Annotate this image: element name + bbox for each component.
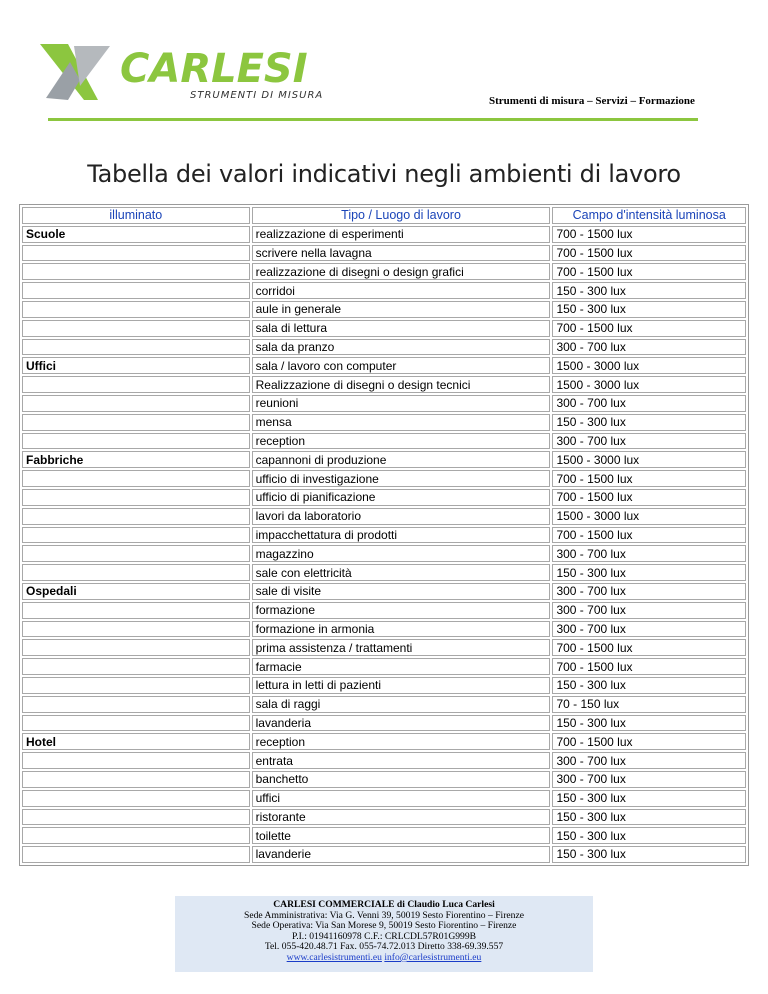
header-divider <box>48 118 698 121</box>
table-row <box>22 357 746 374</box>
table-row <box>22 470 746 487</box>
cell-lux-range: 150 - 300 lux <box>552 827 746 844</box>
cell-category <box>22 846 250 863</box>
footer-tax-ids: P.I.: 01941160978 C.F.: CRLCDL57R01G999B <box>291 930 477 942</box>
table-row <box>22 639 746 656</box>
cell-lux-range: 300 - 700 lux <box>552 602 746 619</box>
cell-lux-range: 700 - 1500 lux <box>552 658 746 675</box>
table-row <box>22 414 746 431</box>
table-row <box>22 395 746 412</box>
illumination-table <box>19 204 749 866</box>
cell-workplace: realizzazione di disegni o design grafici <box>252 263 551 280</box>
header-campo-intensita: Campo d'intensità luminosa <box>552 207 746 224</box>
cell-lux-range: 1500 - 3000 lux <box>552 357 746 374</box>
cell-workplace: formazione in armonia <box>252 621 551 638</box>
cell-lux-range: 300 - 700 lux <box>552 545 746 562</box>
table-row <box>22 282 746 299</box>
cell-workplace: impacchettatura di prodotti <box>252 527 551 544</box>
table-row <box>22 226 746 243</box>
cell-lux-range: 700 - 1500 lux <box>552 263 746 280</box>
table-row <box>22 376 746 393</box>
table-row <box>22 263 746 280</box>
cell-workplace: uffici <box>252 790 551 807</box>
carlesi-logo-mark <box>40 40 350 104</box>
table-row <box>22 733 746 750</box>
cell-workplace: ufficio di pianificazione <box>252 489 551 506</box>
cell-lux-range: 150 - 300 lux <box>552 414 746 431</box>
cell-lux-range: 150 - 300 lux <box>552 715 746 732</box>
cell-lux-range: 300 - 700 lux <box>552 752 746 769</box>
cell-lux-range: 700 - 1500 lux <box>552 639 746 656</box>
cell-workplace: mensa <box>252 414 551 431</box>
cell-category <box>22 602 250 619</box>
cell-workplace: capannoni di produzione <box>252 451 551 468</box>
cell-category <box>22 263 250 280</box>
table-body <box>22 226 746 863</box>
table-row <box>22 809 746 826</box>
cell-lux-range: 150 - 300 lux <box>552 809 746 826</box>
cell-workplace: sala da pranzo <box>252 339 551 356</box>
cell-lux-range: 700 - 1500 lux <box>552 245 746 262</box>
cell-category <box>22 489 250 506</box>
table-row <box>22 827 746 844</box>
cell-category <box>22 395 250 412</box>
header-illuminato: illuminato <box>22 207 250 224</box>
cell-workplace: lettura in letti di pazienti <box>252 677 551 694</box>
footer-operative-address: Sede Operativa: Via San Morese 9, 50019 Sesto Fiorentino – Firenze <box>251 920 517 932</box>
table-row <box>22 658 746 675</box>
cell-lux-range: 700 - 1500 lux <box>552 470 746 487</box>
cell-category <box>22 470 250 487</box>
table-row <box>22 696 746 713</box>
table-row <box>22 583 746 600</box>
cell-category <box>22 245 250 262</box>
cell-lux-range: 150 - 300 lux <box>552 677 746 694</box>
footer-company: CARLESI COMMERCIALE di Claudio Luca Carlesi <box>273 899 495 910</box>
cell-category <box>22 771 250 788</box>
cell-category <box>22 564 250 581</box>
cell-workplace: toilette <box>252 827 551 844</box>
table-row <box>22 621 746 638</box>
cell-lux-range: 300 - 700 lux <box>552 433 746 450</box>
cell-workplace: formazione <box>252 602 551 619</box>
cell-lux-range: 700 - 1500 lux <box>552 527 746 544</box>
footer-links <box>175 953 593 964</box>
cell-workplace: lavori da laboratorio <box>252 508 551 525</box>
cell-lux-range: 300 - 700 lux <box>552 771 746 788</box>
cell-workplace: sala / lavoro con computer <box>252 357 551 374</box>
cell-lux-range: 150 - 300 lux <box>552 790 746 807</box>
table-row <box>22 451 746 468</box>
cell-workplace: prima assistenza / trattamenti <box>252 639 551 656</box>
cell-workplace: corridoi <box>252 282 551 299</box>
cell-workplace: magazzino <box>252 545 551 562</box>
cell-workplace: scrivere nella lavagna <box>252 245 551 262</box>
cell-category <box>22 621 250 638</box>
cell-workplace: sale di visite <box>252 583 551 600</box>
cell-lux-range: 1500 - 3000 lux <box>552 376 746 393</box>
cell-workplace: farmacie <box>252 658 551 675</box>
cell-lux-range: 300 - 700 lux <box>552 583 746 600</box>
table-row <box>22 489 746 506</box>
table-row <box>22 545 746 562</box>
cell-lux-range: 300 - 700 lux <box>552 339 746 356</box>
cell-workplace: sala di raggi <box>252 696 551 713</box>
table-row <box>22 602 746 619</box>
cell-category <box>22 339 250 356</box>
cell-lux-range: 150 - 300 lux <box>552 846 746 863</box>
cell-category <box>22 320 250 337</box>
cell-category <box>22 752 250 769</box>
cell-workplace: banchetto <box>252 771 551 788</box>
table-row <box>22 790 746 807</box>
table-row <box>22 527 746 544</box>
cell-lux-range: 150 - 300 lux <box>552 564 746 581</box>
cell-category: Ospedali <box>22 583 250 600</box>
cell-lux-range: 1500 - 3000 lux <box>552 451 746 468</box>
table-row <box>22 564 746 581</box>
cell-category <box>22 827 250 844</box>
table-row <box>22 245 746 262</box>
footer-contact-box <box>175 896 593 972</box>
cell-lux-range: 70 - 150 lux <box>552 696 746 713</box>
cell-category <box>22 376 250 393</box>
table-row <box>22 846 746 863</box>
cell-category <box>22 677 250 694</box>
cell-lux-range: 700 - 1500 lux <box>552 733 746 750</box>
logo-wordmark: CARLESI <box>120 46 308 92</box>
page-title: Tabella dei valori indicativi negli ambienti di lavoro <box>87 160 681 188</box>
cell-category <box>22 301 250 318</box>
cell-category <box>22 545 250 562</box>
cell-category <box>22 508 250 525</box>
cell-category <box>22 696 250 713</box>
cell-category <box>22 527 250 544</box>
cell-category <box>22 639 250 656</box>
table-row <box>22 339 746 356</box>
cell-lux-range: 300 - 700 lux <box>552 621 746 638</box>
cell-workplace: Realizzazione di disegni o design tecnici <box>252 376 551 393</box>
email-link[interactable]: info@carlesistrumenti.eu <box>384 951 482 963</box>
cell-workplace: entrata <box>252 752 551 769</box>
table-row <box>22 752 746 769</box>
cell-lux-range: 700 - 1500 lux <box>552 320 746 337</box>
header-tagline: Strumenti di misura – Servizi – Formazione <box>489 95 695 107</box>
cell-category: Scuole <box>22 226 250 243</box>
cell-category: Uffici <box>22 357 250 374</box>
cell-lux-range: 150 - 300 lux <box>552 301 746 318</box>
cell-lux-range: 700 - 1500 lux <box>552 226 746 243</box>
cell-workplace: ristorante <box>252 809 551 826</box>
logo-subtitle: STRUMENTI DI MISURA <box>190 90 324 101</box>
cell-lux-range: 300 - 700 lux <box>552 395 746 412</box>
cell-category <box>22 809 250 826</box>
cell-workplace: reception <box>252 433 551 450</box>
carlesi-logo <box>40 40 350 104</box>
table-row <box>22 433 746 450</box>
cell-category <box>22 414 250 431</box>
cell-workplace: aule in generale <box>252 301 551 318</box>
cell-lux-range: 700 - 1500 lux <box>552 489 746 506</box>
cell-workplace: lavanderia <box>252 715 551 732</box>
cell-workplace: sale con elettricità <box>252 564 551 581</box>
cell-workplace: lavanderie <box>252 846 551 863</box>
cell-lux-range: 1500 - 3000 lux <box>552 508 746 525</box>
table-row <box>22 320 746 337</box>
cell-workplace: sala di lettura <box>252 320 551 337</box>
table-row <box>22 301 746 318</box>
cell-workplace: realizzazione di esperimenti <box>252 226 551 243</box>
table-header-row <box>22 207 746 224</box>
table-row <box>22 677 746 694</box>
cell-lux-range: 150 - 300 lux <box>552 282 746 299</box>
website-link[interactable]: www.carlesistrumenti.eu <box>286 951 382 963</box>
table-row <box>22 771 746 788</box>
cell-category <box>22 282 250 299</box>
table-row <box>22 508 746 525</box>
cell-category <box>22 715 250 732</box>
cell-workplace: ufficio di investigazione <box>252 470 551 487</box>
footer-admin-address: Sede Amministrativa: Via G. Venni 39, 50019 Sesto Fiorentino – Firenze <box>244 909 524 921</box>
header-tipo-luogo: Tipo / Luogo di lavoro <box>252 207 551 224</box>
cell-category <box>22 433 250 450</box>
footer-phones: Tel. 055-420.48.71 Fax. 055-74.72.013 Diretto 338-69.39.557 <box>264 941 504 953</box>
cell-category: Hotel <box>22 733 250 750</box>
cell-workplace: reunioni <box>252 395 551 412</box>
cell-category <box>22 790 250 807</box>
cell-workplace: reception <box>252 733 551 750</box>
cell-category <box>22 658 250 675</box>
cell-category: Fabbriche <box>22 451 250 468</box>
table-row <box>22 715 746 732</box>
